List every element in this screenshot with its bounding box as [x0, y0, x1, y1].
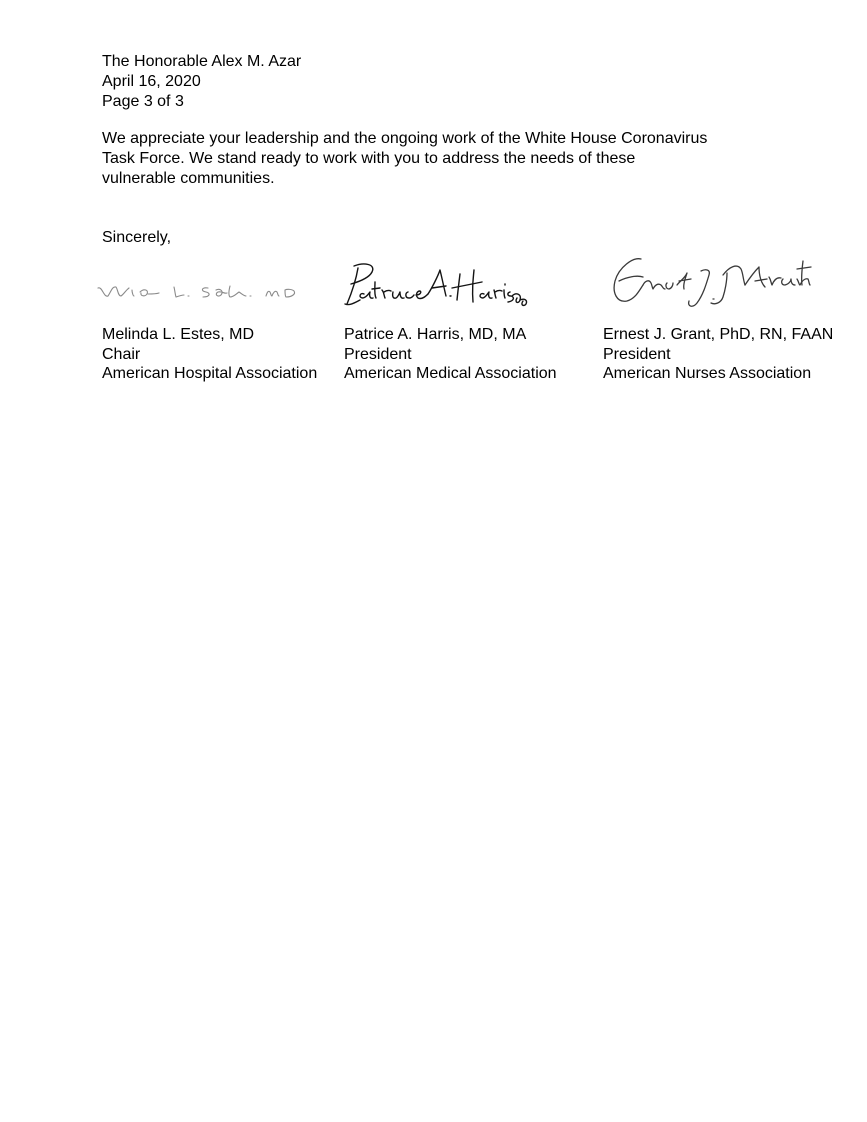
signature-harris [342, 260, 537, 316]
letter-header [102, 52, 301, 112]
body-line: Task Force. We stand ready to work with you to address the needs of these [102, 150, 636, 167]
page-number: Page 3 of 3 [102, 93, 184, 110]
signer-organization: American Hospital Association [102, 365, 318, 382]
signer-organization: American Nurses Association [603, 365, 812, 382]
body-line: We appreciate your leadership and the ongoing work of the White House Coronavirus [102, 130, 708, 147]
date-line: April 16, 2020 [102, 73, 201, 90]
signature-estes [96, 276, 311, 306]
signer-block-estes [102, 325, 317, 384]
signer-name: Ernest J. Grant, PhD, RN, FAAN [603, 326, 834, 343]
signer-name: Melinda L. Estes, MD [102, 326, 255, 343]
signer-block-grant [603, 325, 833, 384]
signer-block-harris [344, 325, 557, 384]
signer-title: President [603, 345, 671, 363]
signer-title: President [344, 345, 412, 363]
body-paragraph [102, 129, 762, 189]
signature-grant [605, 245, 815, 315]
signer-organization: American Medical Association [344, 365, 557, 382]
signer-title: Chair [102, 345, 141, 363]
body-line: vulnerable communities. [102, 170, 275, 187]
closing: Sincerely, [102, 229, 172, 246]
signer-name: Patrice A. Harris, MD, MA [344, 326, 527, 343]
recipient-line: The Honorable Alex M. Azar [102, 53, 302, 70]
